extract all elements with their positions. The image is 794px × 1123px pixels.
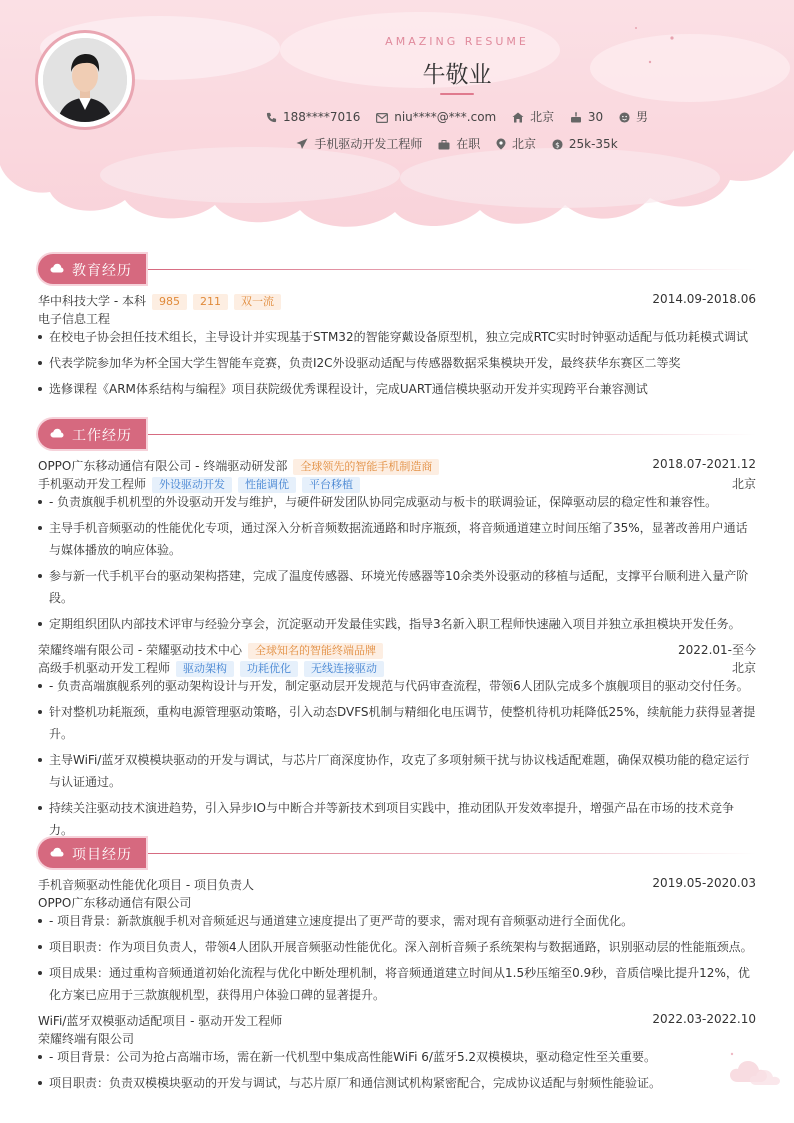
list-item: - 项目背景：新款旗舰手机对音频延迟与通道建立速度提出了更严苛的要求，需对现有音频驱动进行全面优化。: [38, 910, 756, 932]
list-item: - 负责高端旗舰系列的驱动架构设计与开发，制定驱动层开发规范与代码审查流程，带领6人团队完成多个旗舰项目的驱动交付任务。: [38, 675, 756, 697]
section-pill: [38, 419, 146, 449]
section-title: 教育经历: [72, 263, 132, 279]
project-title-row: [38, 1012, 756, 1030]
resume-eyebrow: AMAZING RESUME: [385, 35, 529, 48]
list-item: 参与新一代手机平台的驱动架构搭建，完成了温度传感器、环境光传感器等10余类外设驱动的移植与适配，支撑平台顺利进入量产阶段。: [38, 565, 756, 609]
section-title: 项目经历: [72, 847, 132, 863]
section-header-projects: [38, 838, 756, 870]
section-pill: [38, 838, 146, 868]
age-text: 30: [587, 109, 604, 124]
job-intent-row: [0, 135, 794, 152]
project-title: WiFi/蓝牙双模驱动适配项目 - 驱动开发工程师: [38, 1014, 283, 1028]
list-item: - 项目背景：公司为抢占高端市场，需在新一代机型中集成高性能WiFi 6/蓝牙5.2双模模块，驱动稳定性至关重要。: [38, 1046, 756, 1068]
work-company-row: [38, 457, 756, 475]
work-period: 2018.07-2021.12: [652, 457, 756, 471]
work-company-row: [38, 641, 756, 659]
money-icon: [552, 139, 563, 150]
work-bullets: [38, 675, 756, 845]
gender-text: 男: [636, 110, 649, 124]
list-item: 项目成果：通过重构音频通道初始化流程与优化中断处理机制，将音频通道建立时间从1.5秒压缩至0.9秒，音质信噪比提升12%，优化方案已应用于三款旗舰机型，获得用户体验口碑的显著提升。: [38, 962, 756, 1006]
briefcase-icon: [438, 140, 450, 150]
list-item: 项目职责：负责双模模块驱动的开发与调试，与芯片原厂和通信测试机构紧密配合，完成协议适配与射频性能验证。: [38, 1072, 756, 1094]
decorative-cloud-icon: [728, 1052, 788, 1086]
work-period: 2022.01-至今: [678, 643, 756, 657]
phone-text: 188****7016: [282, 109, 361, 124]
role-tag: 无线连接驱动: [304, 661, 384, 677]
project-title-row: [38, 876, 756, 894]
school-name: 华中科技大学 - 本科: [38, 294, 146, 308]
cloud-icon: [50, 263, 64, 273]
education-bullets: [38, 326, 756, 404]
role-name: 高级手机驱动开发工程师: [38, 661, 171, 675]
company-name: 荣耀终端有限公司 - 荣耀驱动技术中心: [38, 643, 242, 657]
candidate-name: 牛敬业: [422, 62, 492, 88]
project-period: 2019.05-2020.03: [652, 876, 756, 890]
work-location: 北京: [731, 661, 756, 675]
section-pill: [38, 254, 146, 284]
list-item: 代表学院参加华为杯全国大学生智能车竞赛，负责I2C外设驱动适配与传感器数据采集模块开发，最终获华东赛区二等奖: [38, 352, 756, 374]
list-item: 主导手机音频驱动的性能优化专项，通过深入分析音频数据流通路和时序瓶颈，将音频通道建立时间压缩了35%，显著改善用户通话与媒体播放的响应体验。: [38, 517, 756, 561]
role-tag: 外设驱动开发: [152, 477, 232, 493]
age-item: [570, 110, 603, 124]
salary-text: 25k-35k: [568, 136, 618, 151]
school-tag: 211: [193, 294, 228, 310]
list-item: 选修课程《ARM体系结构与编程》项目获院级优秀课程设计，完成UART通信模块驱动开发并实现跨平台兼容测试: [38, 378, 756, 400]
work-location: 北京: [731, 477, 756, 491]
project-bullets: [38, 1046, 756, 1098]
job-title-text: 手机驱动开发工程师: [314, 137, 423, 151]
work-bullets: [38, 491, 756, 639]
role-tag: 性能调优: [238, 477, 296, 493]
project-title: 手机音频驱动性能优化项目 - 项目负责人: [38, 878, 254, 892]
city-text: 北京: [530, 110, 555, 124]
role-name: 手机驱动开发工程师: [38, 477, 147, 491]
email-item: [376, 110, 496, 124]
role-tag: 平台移植: [302, 477, 360, 493]
company-tag: 全球领先的智能手机制造商: [293, 459, 439, 475]
section-divider: [148, 853, 756, 854]
school-tag: 985: [152, 294, 187, 310]
location-pin-icon: [496, 138, 506, 150]
section-header-work: [38, 419, 756, 451]
header-banner: [0, 0, 794, 235]
cake-icon: [570, 112, 582, 123]
section-header-education: [38, 254, 756, 286]
list-item: 在校电子协会担任技术组长，主导设计并实现基于STM32的智能穿戴设备原型机，独立完成RTC实时时钟驱动适配与低功耗模式调试: [38, 326, 756, 348]
project-period: 2022.03-2022.10: [652, 1012, 756, 1026]
list-item: 针对整机功耗瓶颈，重构电源管理驱动策略，引入动态DVFS机制与精细化电压调节，使整机待机功耗降低25%，续航能力获得显著提升。: [38, 701, 756, 745]
list-item: 持续关注驱动技术演进趋势，引入异步IO与中断合并等新技术到项目实践中，推动团队开发效率提升，增强产品在市场的技术竞争力。: [38, 797, 756, 841]
major-name: 电子信息工程: [38, 312, 111, 326]
svg-text:$: $: [555, 139, 560, 149]
job-title-item: [296, 135, 422, 152]
list-item: 定期组织团队内部技术评审与经验分享会，沉淀驱动开发最佳实践，指导3名新入职工程师快速融入项目并独立承担模块开发任务。: [38, 613, 756, 635]
school-tag: 双一流: [234, 294, 281, 310]
phone-item: [266, 110, 360, 124]
role-tag: 驱动架构: [176, 661, 234, 677]
section-title: 工作经历: [72, 428, 132, 444]
target-city-item: [496, 135, 536, 152]
company-tag: 全球知名的智能终端品牌: [248, 643, 383, 659]
company-name: OPPO广东移动通信有限公司 - 终端驱动研发部: [38, 459, 288, 473]
education-period: 2014.09-2018.06: [652, 292, 756, 306]
status-item: [438, 135, 480, 152]
name-underline: [440, 93, 474, 95]
cloud-icon: [50, 428, 64, 438]
contact-row: [0, 108, 794, 125]
role-tag: 功耗优化: [240, 661, 298, 677]
status-text: 在职: [456, 137, 481, 151]
project-bullets: [38, 910, 756, 1010]
section-divider: [148, 434, 756, 435]
salary-item: [552, 137, 618, 151]
list-item: - 负责旗舰手机机型的外设驱动开发与维护，与硬件研发团队协同完成驱动与板卡的联调验证，保障驱动层的稳定性和兼容性。: [38, 491, 756, 513]
email-text: niu****@***.com: [394, 109, 497, 124]
project-org: OPPO广东移动通信有限公司: [38, 896, 192, 910]
gender-item: [619, 108, 648, 125]
section-divider: [148, 269, 756, 270]
project-org: 荣耀终端有限公司: [38, 1032, 135, 1046]
send-icon: [296, 138, 308, 150]
phone-icon: [266, 112, 277, 123]
list-item: 主导WiFi/蓝牙双模模块驱动的开发与调试，与芯片厂商深度协作，攻克了多项射频干扰与协议栈适配难题，确保双模功能的稳定运行与认证通过。: [38, 749, 756, 793]
list-item: 项目职责：作为项目负责人，带领4人团队开展音频驱动性能优化。深入剖析音频子系统架构与数据通路，识别驱动层的性能瓶颈点。: [38, 936, 756, 958]
home-icon: [512, 112, 524, 123]
target-city-text: 北京: [512, 137, 537, 151]
email-icon: [376, 113, 388, 123]
cloud-icon: [50, 847, 64, 857]
city-item: [512, 108, 554, 125]
education-school-row: [38, 292, 756, 310]
face-icon: [619, 112, 630, 123]
